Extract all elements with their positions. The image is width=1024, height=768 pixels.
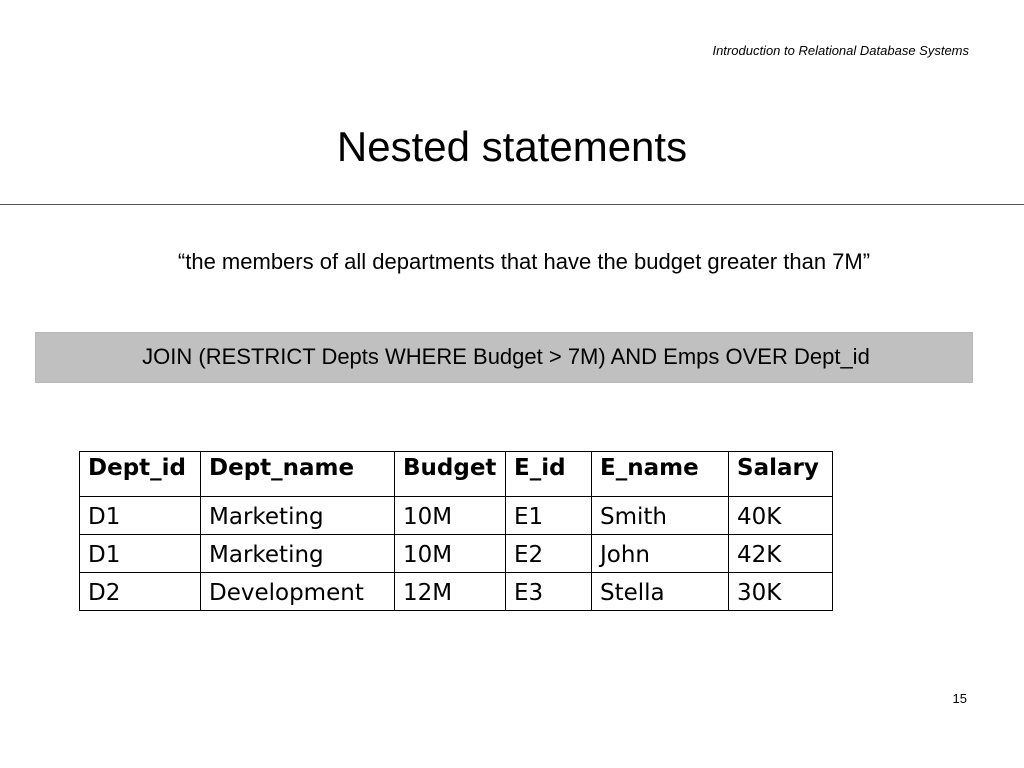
column-header-dept-id: Dept_id (80, 452, 201, 497)
table-cell: Marketing (201, 497, 395, 535)
query-quote: “the members of all departments that have the budget greater than 7M” (177, 249, 871, 274)
table-row (80, 535, 833, 573)
column-header-e-name: E_name (592, 452, 729, 497)
page-number: 15 (952, 691, 967, 706)
table-header-row (80, 452, 833, 497)
table-cell: Stella (592, 573, 729, 611)
header-note: Introduction to Relational Database Systems (712, 43, 969, 58)
column-header-salary: Salary (729, 452, 833, 497)
table-cell: 10M (395, 535, 506, 573)
table-cell: 30K (729, 573, 833, 611)
expression-box (35, 332, 973, 383)
table-cell: 10M (395, 497, 506, 535)
column-header-dept-name: Dept_name (201, 452, 395, 497)
table-cell: D1 (80, 535, 201, 573)
table-cell: 12M (395, 573, 506, 611)
table-cell: Marketing (201, 535, 395, 573)
result-table (79, 451, 833, 611)
table-cell: E2 (506, 535, 592, 573)
table-cell: 42K (729, 535, 833, 573)
table-row (80, 497, 833, 535)
table-cell: E1 (506, 497, 592, 535)
relational-expression: JOIN (RESTRICT Depts WHERE Budget > 7M) AND Emps OVER Dept_id (142, 344, 870, 369)
column-header-budget: Budget (395, 452, 506, 497)
table-cell: D2 (80, 573, 201, 611)
table-cell: Smith (592, 497, 729, 535)
table-cell: 40K (729, 497, 833, 535)
column-header-e-id: E_id (506, 452, 592, 497)
table-cell: Development (201, 573, 395, 611)
table-cell: John (592, 535, 729, 573)
table-cell: E3 (506, 573, 592, 611)
title-divider (0, 204, 1024, 205)
table-cell: D1 (80, 497, 201, 535)
table-row (80, 573, 833, 611)
slide-title: Nested statements (336, 123, 688, 170)
